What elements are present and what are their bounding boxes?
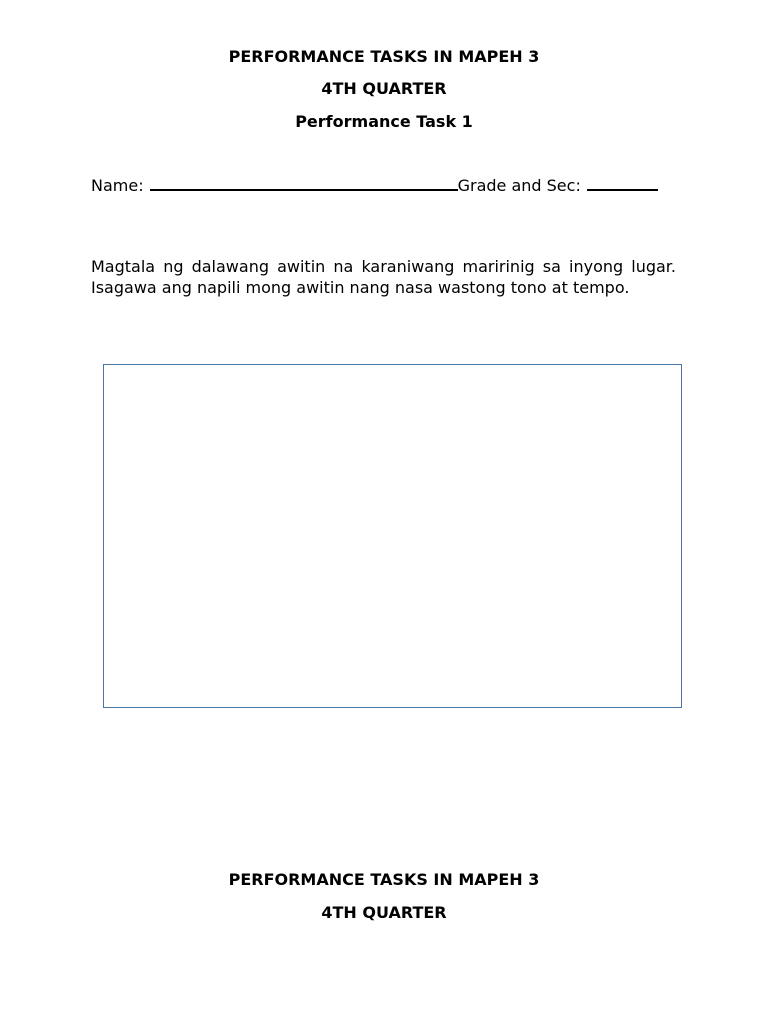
name-label: Name: — [91, 176, 144, 195]
grade-label: Grade and Sec: — [457, 176, 581, 195]
next-page-title: PERFORMANCE TASKS IN MAPEH 3 — [228, 870, 540, 889]
instructions-paragraph: Magtala ng dalawang awitin na karaniwang maririnig sa inyong lugar. Isagawa ang napili mong awitin nang nasa wastong tono at tempo. — [91, 257, 676, 297]
task-heading: Performance Task 1 — [295, 112, 473, 131]
quarter-heading: 4TH QUARTER — [321, 79, 447, 98]
answer-box[interactable] — [103, 364, 682, 708]
student-info-line — [91, 172, 658, 196]
page-title: PERFORMANCE TASKS IN MAPEH 3 — [228, 47, 540, 66]
grade-blank[interactable] — [587, 172, 658, 191]
next-page-quarter-heading: 4TH QUARTER — [321, 903, 447, 922]
name-blank[interactable] — [150, 172, 458, 191]
